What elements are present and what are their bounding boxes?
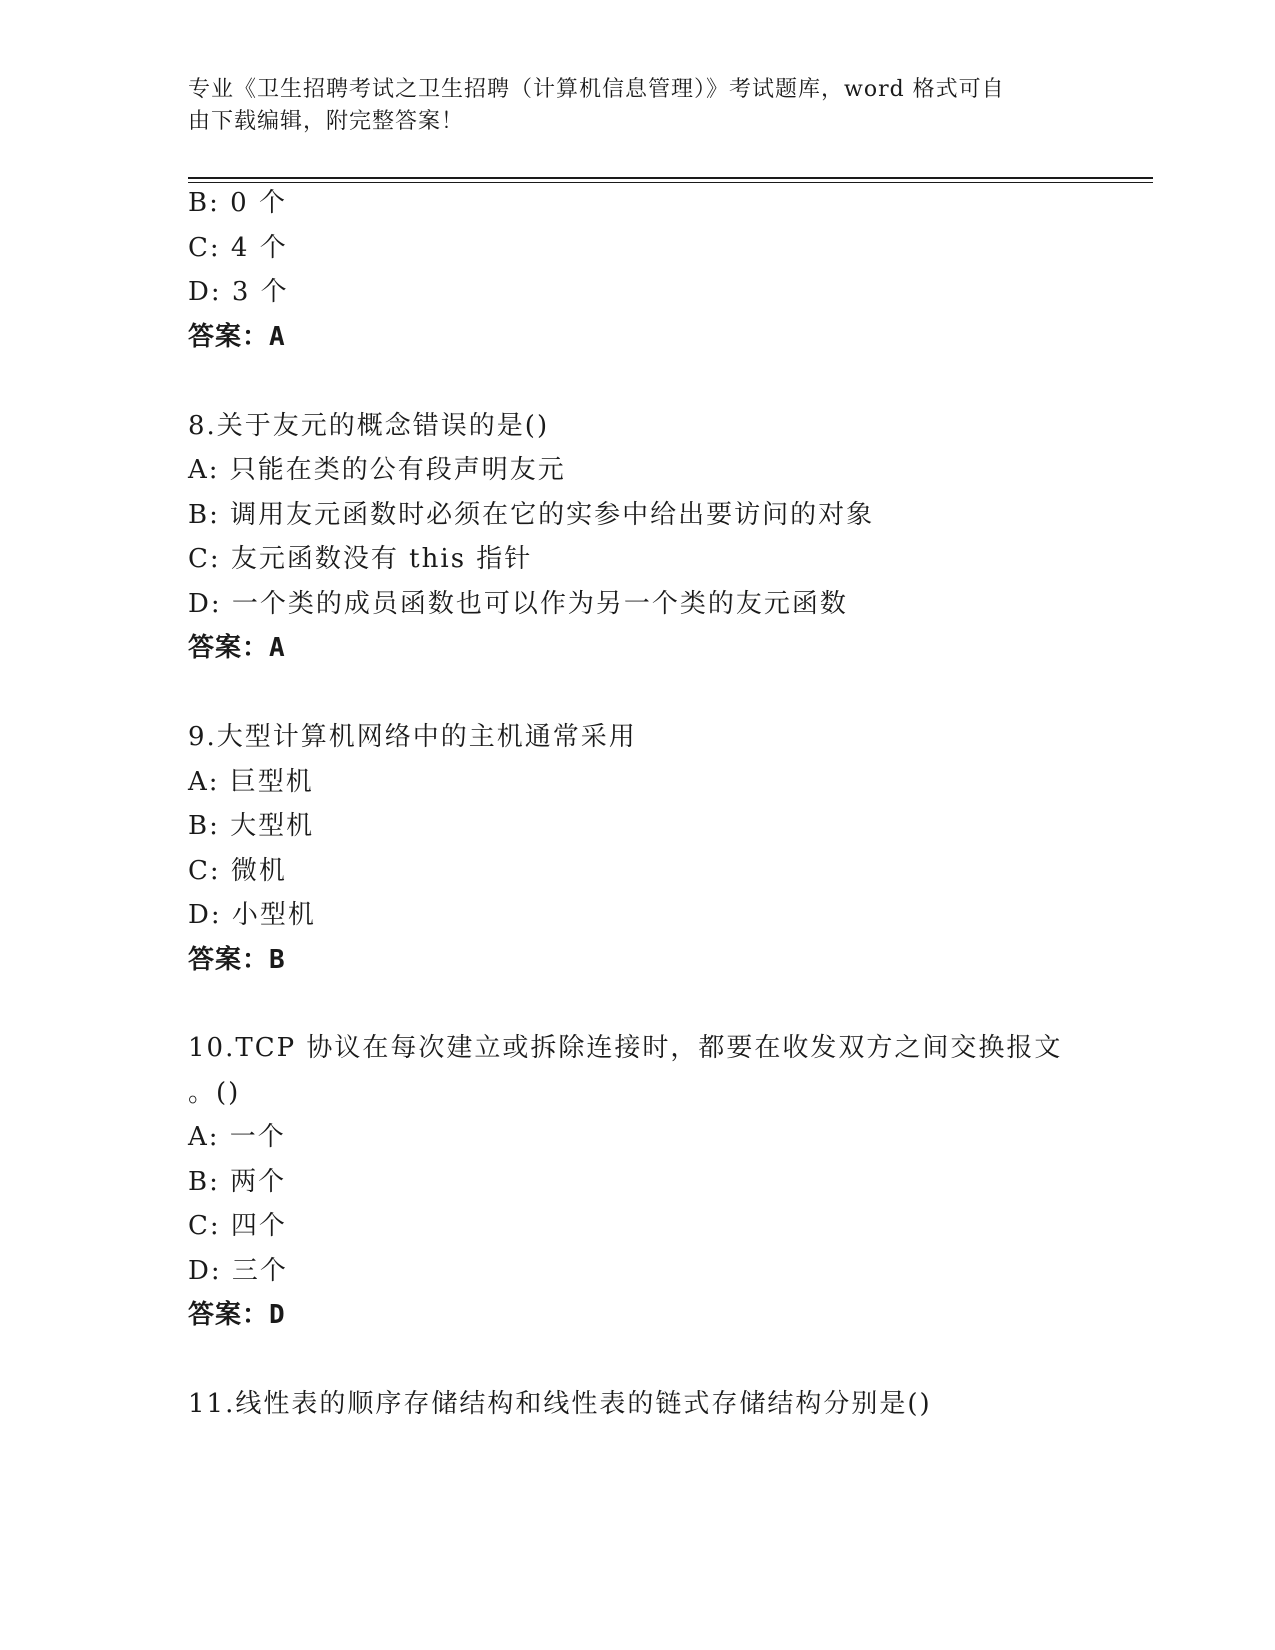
q8-option-a: A: 只能在类的公有段声明友元 bbox=[188, 455, 566, 485]
document-header bbox=[188, 74, 1068, 138]
header-divider-thin bbox=[188, 182, 1153, 183]
q7-option-b: B: 0 个 bbox=[188, 188, 287, 218]
q8-option-d: D: 一个类的成员函数也可以作为另一个类的友元函数 bbox=[188, 589, 848, 619]
header-line-2: 由下载编辑，附完整答案！ bbox=[188, 109, 465, 134]
q10-stem-line-2: 。() bbox=[188, 1078, 241, 1108]
q8-option-b: B: 调用友元函数时必须在它的实参中给出要访问的对象 bbox=[188, 500, 875, 530]
q10-option-d: D: 三个 bbox=[188, 1256, 288, 1286]
q10-option-c: C: 四个 bbox=[188, 1211, 287, 1241]
q9-option-d: D: 小型机 bbox=[188, 900, 316, 930]
q7-option-c: C: 4 个 bbox=[188, 233, 288, 263]
q8-stem: 8.关于友元的概念错误的是() bbox=[188, 411, 550, 441]
q10-option-b: B: 两个 bbox=[188, 1167, 287, 1197]
q9-stem: 9.大型计算机网络中的主机通常采用 bbox=[188, 722, 637, 752]
q7-answer: 答案：A bbox=[188, 322, 286, 352]
q10-option-a: A: 一个 bbox=[188, 1122, 286, 1152]
q10-stem-line-1: 10.TCP 协议在每次建立或拆除连接时，都要在收发双方之间交换报文 bbox=[188, 1033, 1063, 1063]
q8-option-c: C: 友元函数没有 this 指针 bbox=[188, 544, 533, 574]
q8-answer: 答案：A bbox=[188, 633, 286, 663]
q9-option-c: C: 微机 bbox=[188, 856, 287, 886]
q9-answer: 答案：B bbox=[188, 945, 286, 975]
q11-stem: 11.线性表的顺序存储结构和线性表的链式存储结构分别是() bbox=[188, 1389, 932, 1419]
q10-answer: 答案：D bbox=[188, 1300, 286, 1330]
q7-option-d: D: 3 个 bbox=[188, 277, 289, 307]
header-divider-thick bbox=[188, 177, 1153, 179]
q9-option-a: A: 巨型机 bbox=[188, 767, 314, 797]
header-line-1: 专业《卫生招聘考试之卫生招聘（计算机信息管理）》考试题库，word 格式可自 bbox=[188, 77, 1005, 102]
q9-option-b: B: 大型机 bbox=[188, 811, 315, 841]
